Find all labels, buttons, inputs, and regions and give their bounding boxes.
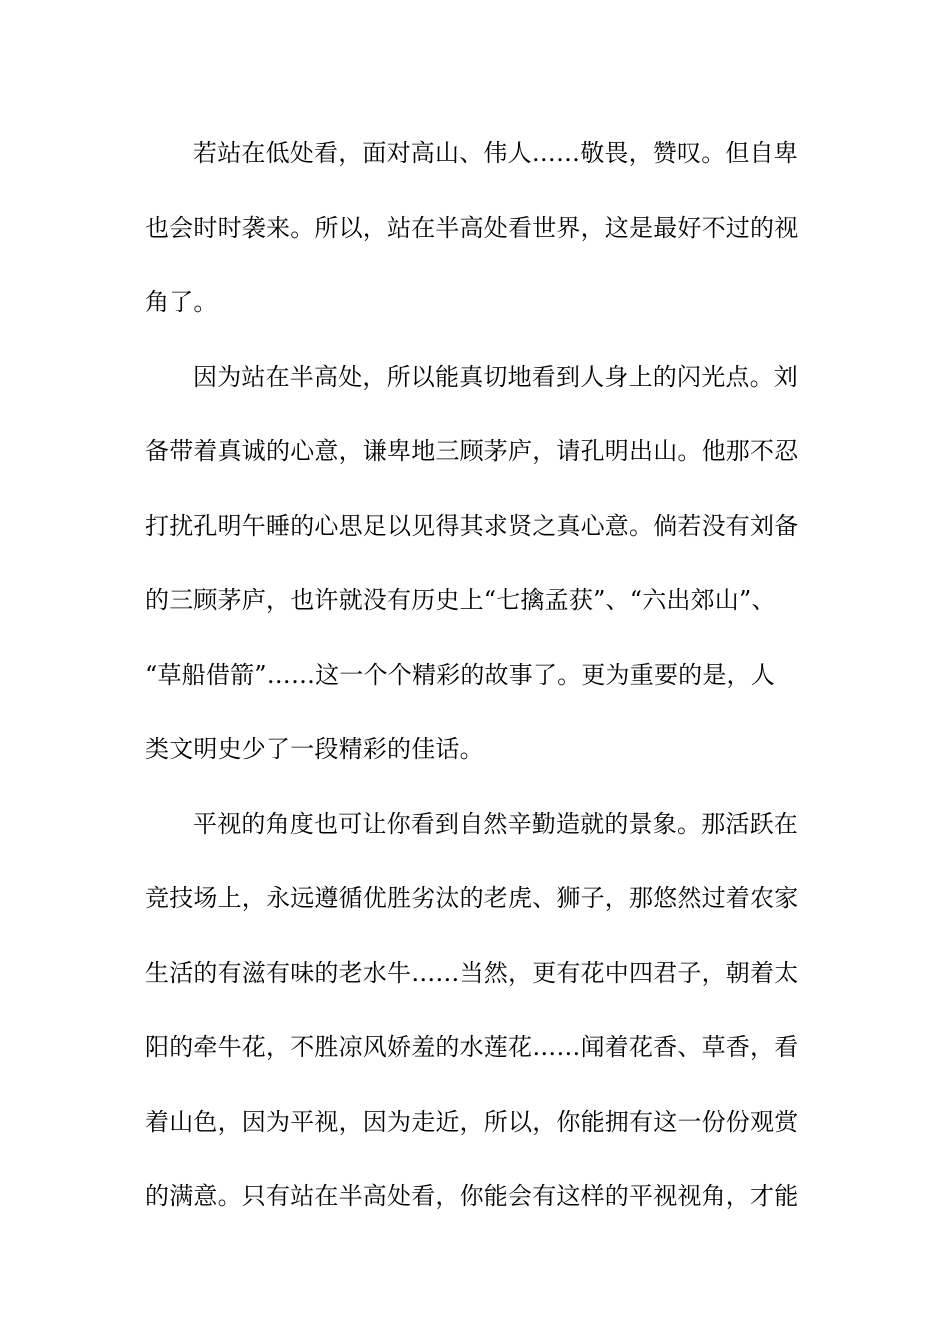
paragraph-line: 因为站在半高处，所以能真切地看到人身上的闪光点。刘 [193,362,798,391]
paragraph-line: “草船借箭”……这一个个精彩的故事了。更为重要的是，人 [145,660,775,689]
paragraph-line: 类文明史少了一段精彩的佳话。 [145,735,484,763]
paragraph-line: 阳的牵牛花，不胜凉风娇羞的水莲花……闻着花香、草香，看 [145,1033,799,1061]
paragraph-line: 生活的有滋有味的老水牛……当然，更有花中四君子，朝着太 [145,958,799,987]
paragraph-line: 的满意。只有站在半高处看，你能会有这样的平视视角，才能 [145,1182,799,1210]
paragraph-line: 打扰孔明午睡的心思足以见得其求贤之真心意。倘若没有刘备 [145,511,799,540]
paragraph-line: 若站在低处看，面对高山、伟人……敬畏，赞叹。但自卑 [193,139,798,167]
paragraph-line: 竞技场上，永远遵循优胜劣汰的老虎、狮子，那悠然过着农家 [145,884,799,912]
paragraph-line: 备带着真诚的心意，谦卑地三顾茅庐，请孔明出山。他那不忍 [145,437,799,465]
paragraph-line: 角了。 [145,288,218,316]
paragraph-line: 的三顾茅庐，也许就没有历史上“七擒孟获”、“六出郊山”、 [145,586,776,614]
body-text [145,128,825,1246]
paragraph-line: 着山色，因为平视，因为走近，所以，你能拥有这一份份观赏 [145,1107,799,1136]
paragraph-line: 也会时时袭来。所以，站在半高处看世界，这是最好不过的视 [145,213,799,242]
paragraph-line: 平视的角度也可让你看到自然辛勤造就的景象。那活跃在 [193,809,798,838]
